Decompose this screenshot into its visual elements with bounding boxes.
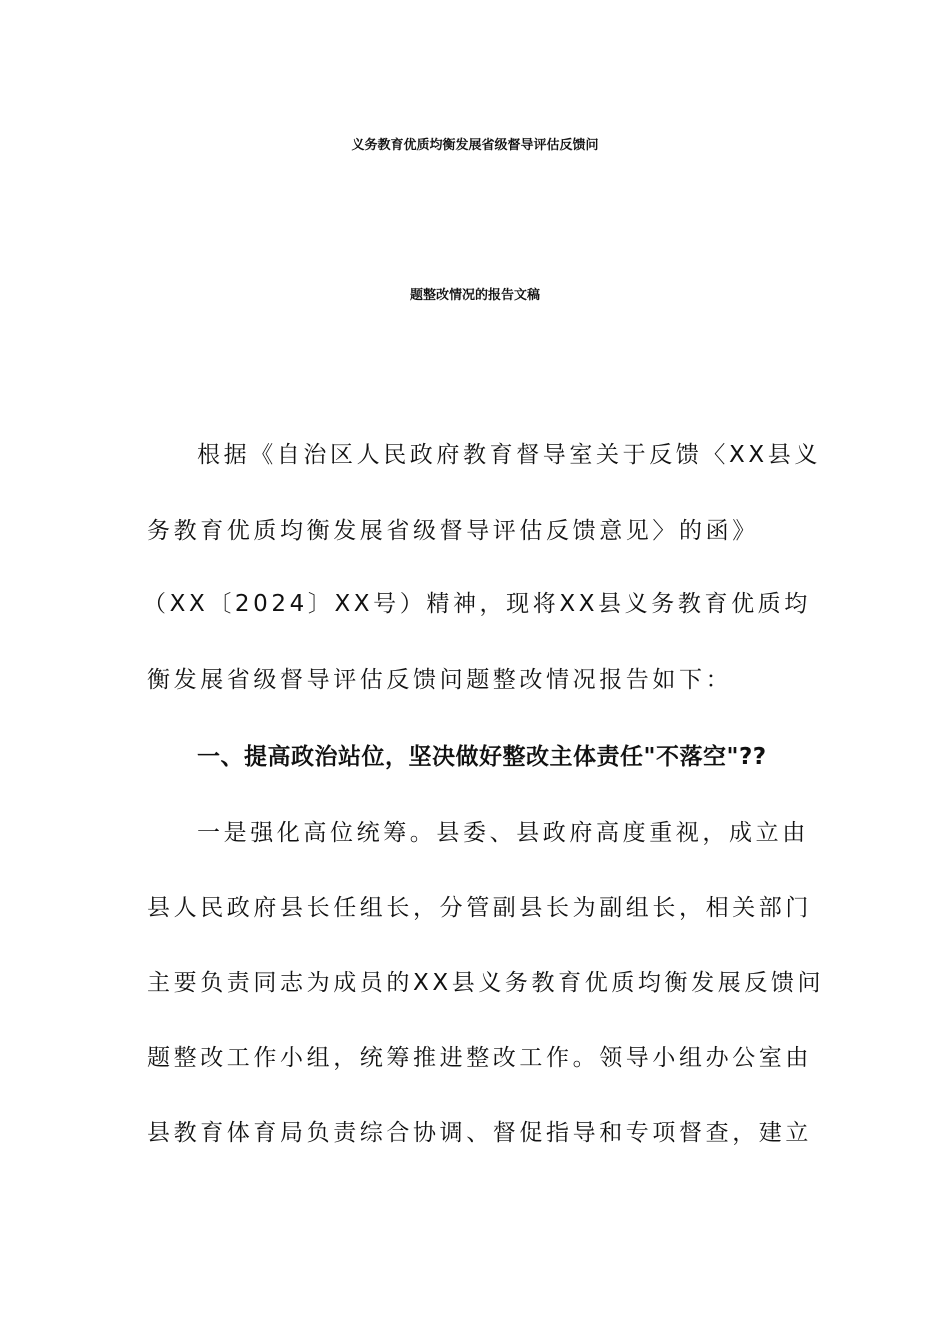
document-title-line-2: 题整改情况的报告文稿 [409,288,540,303]
document-title-line-1: 义务教育优质均衡发展省级督导评估反馈问 [351,138,599,153]
body-line-2: 县人民政府县长任组长，分管副县长为副组长，相关部门 [147,895,812,921]
body-line-1: 一是强化高位统筹。县委、县政府高度重视，成立由 [197,820,809,846]
intro-line-2: 务教育优质均衡发展省级督导评估反馈意见〉的函》 [147,518,759,544]
intro-line-3: （XX〔2024〕XX号）精神，现将XX县义务教育优质均 [143,591,811,617]
body-line-4: 题整改工作小组，统筹推进整改工作。领导小组办公室由 [147,1045,812,1071]
intro-line-1: 根据《自治区人民政府教育督导室关于反馈〈XX县义 [197,442,821,468]
section-heading-1: 一、提高政治站位，坚决做好整改主体责任"不落空"?? [197,744,767,770]
body-line-3: 主要负责同志为成员的XX县义务教育优质均衡发展反馈问 [147,970,825,996]
body-line-5: 县教育体育局负责综合协调、督促指导和专项督查，建立 [147,1120,812,1146]
intro-line-4: 衡发展省级督导评估反馈问题整改情况报告如下： [147,667,733,693]
